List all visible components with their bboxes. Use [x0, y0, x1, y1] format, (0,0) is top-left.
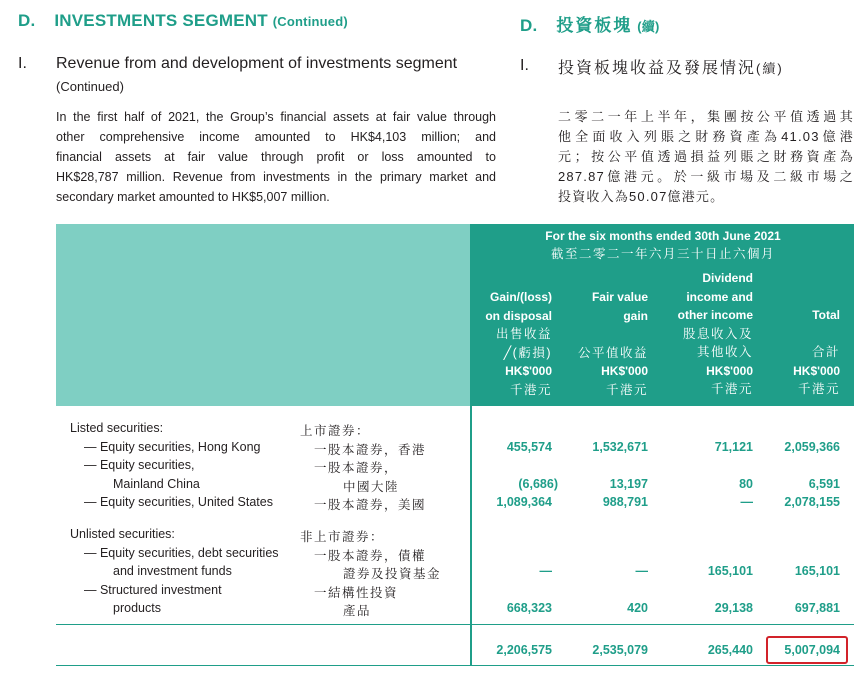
section-continued-zh: (續): [637, 19, 660, 34]
column-header-line: 其他收入: [696, 345, 753, 359]
paragraph-zh-line: 元；按公平值透過損益列賬之財務資產為: [558, 149, 854, 164]
section-heading-en: [18, 11, 348, 31]
column-header-total: [760, 306, 840, 399]
column-header-unit: 千港元: [509, 382, 552, 397]
paragraph-en: [56, 107, 496, 207]
column-header-line: 合計: [811, 345, 840, 359]
total-cell: 265,440: [707, 643, 753, 657]
column-header-unit: 千港元: [797, 382, 840, 396]
row-label-zh: 一結構性投資: [314, 586, 399, 600]
table-cell: 668,323: [506, 601, 552, 615]
column-header-line: ╱(虧損): [503, 345, 552, 360]
column-header-line: on disposal: [485, 308, 552, 323]
section-title-zh: 投資板塊: [556, 16, 633, 35]
paragraph-en-line: secondary market amounted to HK$5,007 million.: [56, 190, 330, 204]
column-header-unit: HK$'000: [706, 363, 753, 378]
table-cell: 2,059,366: [784, 440, 840, 454]
paragraph-zh-line: 287.87億港元。於一級市場及二級市場之: [558, 169, 854, 184]
table-cell: 165,101: [707, 564, 753, 578]
paragraph-en-line: other comprehensive income amounted to HK$4,103 million; and: [56, 130, 496, 144]
table-cell: 455,574: [506, 440, 552, 454]
subsection-title-zh-text: 投資板塊收益及發展情況: [558, 60, 757, 77]
table-cell: —: [635, 564, 648, 578]
table-cell: (6,686): [518, 477, 558, 491]
group-label-listed-zh: 上市證券：: [300, 424, 371, 438]
column-header-line: other income: [677, 308, 753, 322]
subsection-number-en: I.: [18, 55, 27, 72]
row-label-zh: 一股本證券，美國: [314, 498, 427, 512]
column-header-dividend: [655, 269, 753, 399]
table-cell: 1,532,671: [592, 440, 648, 454]
column-header-line: income and: [686, 289, 753, 304]
column-header-unit: 千港元: [605, 382, 648, 397]
section-heading-zh: [520, 11, 660, 36]
subsection-title-en: Revenue from and development of investments segment: [56, 55, 458, 72]
group-label-unlisted-en: Unlisted securities:: [70, 527, 175, 541]
paragraph-en-line: HK$28,787 million. Revenue from investments in the primary market and: [56, 170, 496, 184]
row-label-en: and investment funds: [113, 564, 232, 578]
section-title-en: INVESTMENTS SEGMENT: [54, 11, 268, 30]
row-label-en: — Structured investment: [84, 583, 222, 597]
subsection-continued-zh: (續): [756, 61, 784, 76]
table-cell: 2,078,155: [784, 495, 840, 509]
table-cell: 420: [627, 601, 648, 615]
paragraph-en-line: In the first half of 2021, the Group’s financial assets at fair value through: [56, 110, 496, 124]
table-cell: 29,138: [714, 601, 753, 615]
table-cell: 71,121: [714, 440, 753, 454]
paragraph-en-line: financial assets at fair value through profit or loss amounted to: [56, 150, 496, 164]
subsection-continued-en: (Continued): [56, 79, 124, 94]
column-header-unit: 千港元: [710, 382, 753, 396]
total-cell: 5,007,094: [784, 643, 840, 657]
row-label-en: — Equity securities, debt securities: [84, 546, 279, 560]
table-header-label-area: [56, 224, 470, 406]
total-cell: 2,206,575: [496, 643, 552, 657]
row-label-en: products: [113, 601, 161, 615]
table-total-rule-top: [56, 624, 854, 625]
column-header-gain-loss: [472, 288, 552, 399]
section-letter-en: D.: [18, 11, 36, 30]
row-label-zh: 一股本證券，債權: [314, 549, 427, 563]
column-header-unit: HK$'000: [505, 364, 552, 378]
table-cell: 988,791: [602, 495, 648, 509]
column-header-fair-value: [560, 288, 648, 399]
row-label-zh: 一股本證券，香港: [314, 443, 427, 457]
paragraph-zh: [558, 107, 854, 207]
grand-total-highlight: [766, 636, 848, 664]
row-label-en: — Equity securities, Hong Kong: [84, 440, 261, 454]
row-label-zh: 產品: [343, 604, 372, 618]
section-letter-zh: D.: [520, 16, 538, 35]
paragraph-zh-line: 他全面收入列賬之財務資產為41.03億港: [558, 129, 854, 144]
column-header-line: 公平值收益: [577, 345, 648, 360]
row-label-en: — Equity securities,: [84, 458, 195, 472]
table-cell: 80: [739, 477, 753, 491]
table-cell: 1,089,364: [496, 495, 552, 509]
column-header-unit: HK$'000: [601, 364, 648, 378]
column-header-line: gain: [623, 308, 648, 323]
group-label-unlisted-zh: 非上市證券：: [300, 530, 385, 544]
column-header-line: Gain/(loss): [489, 290, 552, 304]
total-cell: 2,535,079: [592, 643, 648, 657]
group-label-listed-en: Listed securities:: [70, 421, 164, 435]
paragraph-zh-line: 二零二一年上半年，集團按公平值透過其: [558, 109, 854, 124]
period-header-zh: 截至二零二一年六月三十日止六個月: [550, 247, 775, 261]
row-label-zh: 一股本證券，: [314, 461, 399, 475]
table-cell: 697,881: [794, 601, 840, 615]
paragraph-zh-line: 投資收入為50.07億港元。: [558, 189, 725, 204]
row-label-en: Mainland China: [113, 477, 200, 491]
column-header-line: Total: [812, 308, 840, 322]
table-cell: —: [740, 495, 753, 509]
table-cell: 13,197: [609, 477, 648, 491]
row-label-zh: 中國大陸: [343, 480, 400, 494]
subsection-title-zh: [558, 55, 784, 78]
column-header-line: 出售收益: [495, 327, 552, 341]
table-cell: —: [539, 564, 552, 578]
table-cell: 165,101: [794, 564, 840, 578]
column-header-line: 股息收入及: [682, 326, 753, 341]
column-header-line: Fair value: [591, 290, 648, 304]
section-continued-en: (Continued): [272, 14, 348, 29]
row-label-zh: 證券及投資基金: [343, 567, 442, 581]
table-cell: 6,591: [808, 477, 840, 491]
column-header-unit: HK$'000: [793, 363, 840, 378]
column-header-line: Dividend: [702, 271, 753, 285]
period-header-en: For the six months ended 30th June 2021: [545, 229, 781, 243]
row-label-en: — Equity securities, United States: [84, 495, 273, 509]
subsection-number-zh: I.: [520, 57, 529, 74]
table-total-rule-bottom: [56, 665, 854, 666]
